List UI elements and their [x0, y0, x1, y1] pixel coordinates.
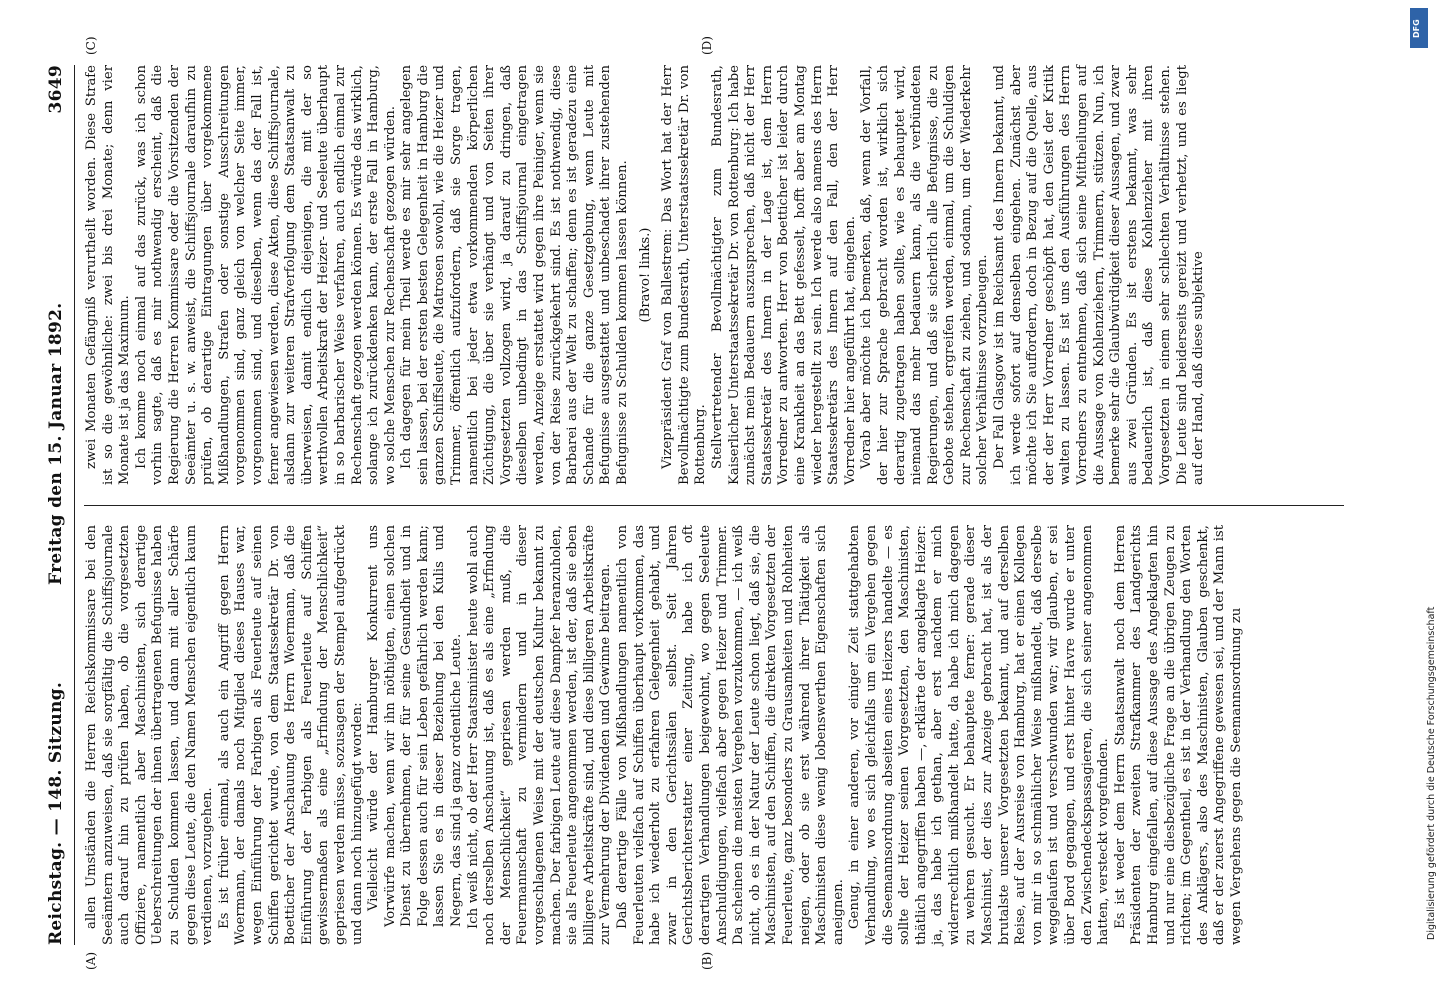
- paragraph: Daß derartige Fälle von Mißhandlungen namentlich von Feuerleuten vielfach auf Schiffen überhaupt vorkommen, das habe ich wiederholt zu erfahren Gelegenheit gehabt, und zwar in den Gerichtssälen selbst. Seit Jahren Gerichtsberichterstatter einer Zeitung, habe ich oft derartigen Verhandlungen beigewohnt, wo gegen Seeleute Anschuldigungen, vielfach aber gegen Heizer und Trimmer. Da scheinen die meisten Vergehen vorzukommen, — ich weiß nicht, ob es in der Natur der Leute schon liegt, daß sie, die Maschinisten, auf den Schiffen, die direkten Vorgesetzten der Feuerleute, ganz besonders zu Grausamkeiten und Rohheiten neigen, oder ob sie erst während ihrer Thätigkeit als Maschinisten diese wenig lobenswerthen Eigenschaften sich aneignen.: [615, 525, 846, 945]
- paragraph: allen Umständen die Herren Reichskommissare bei den Seeämtern anzuweisen, daß sie sorgfältig die Schiffsjournale auch darauf hin zu prüfen haben, ob die vorgesetzten Offiziere, namentlich aber Maschinisten, sich derartige Ueberschreitungen der ihnen übertragenen Befugnisse haben zu Schulden kommen lassen, und dann mit aller Schärfe gegen diese Leute, die den Namen Menschen eigentlich kaum verdienen, vorzugehen.: [84, 525, 216, 945]
- dfg-logo: DFG: [1410, 8, 1428, 48]
- paragraph: Ich dagegen für mein Theil werde es mir sehr angelegen sein lassen, bei der ersten besten Gelegenheit in Hamburg die ganzen Schiffsleute, die Matrosen sowohl, wie die Heizer und Trimmer, öffentlich aufzufordern, daß sie Sorge tragen, namentlich bei jeder etwa vorkommenden körperlichen Züchtigung, die über sie verhängt und von Seiten ihrer Vorgesetzten vollzogen wird, ja darauf zu dringen, daß dieselben unbedingt in das Schiffsjournal eingetragen werden, Anzeige erstattet wird gegen ihre Peiniger, wenn sie von der Reise zurückgekehrt sind. Es ist nothwendig, diese Barbarei aus der Welt zu schaffen; denn es ist geradezu eine Schande für die ganze Gesetzgebung, wenn Leute mit Befugnisse ausgestattet und unbeschadet ihrer zustehenden Befugnisse zu Schulden kommen lassen können.: [399, 65, 630, 485]
- header-date: Freitag den 15. Januar 1892.: [46, 302, 66, 585]
- paragraph: zwei Monaten Gefängniß verurtheilt worden. Diese Strafe ist so die gewöhnliche: zwei bis drei Monate; denn vier Monate ist ja das Maximum.: [84, 65, 133, 485]
- paragraph: Vorab aber möchte ich bemerken, daß, wenn der Vorfall, der hier zur Sprache gebracht worden ist, wirklich sich derartig zugetragen haben sollte, wie es behauptet wird, niemand das mehr bedauern kann, als die verbündeten Regierungen, und daß sie sicherlich alle Befugnisse, die zu Gebote stehen, ergreifen werden, einmal, um die Schuldigen zur Rechenschaft zu ziehen, und sodann, um der Wiederkehr solcher Verhältnisse vorzubeugen.: [859, 65, 991, 485]
- paragraph: Ich komme noch einmal auf das zurück, was ich schon vorhin sagte, daß es mir nothwendig erscheint, daß die Regierung die Herren Kommissare oder die Vorsitzenden der Seeämter u. s. w. anweist, die Schiffsjournale daraufhin zu prüfen, ob derartige Eintragungen über vorgekommene Mißhandlungen, Strafen oder sonstige Ausschreitungen vorgenommen sind, ganz gleich von welcher Seite immer, vorgenommen sind, und dieselben, wenn das der Fall ist, ferner angewiesen werden, diese Akten, diese Schiffsjournale, alsdann zur weiteren Strafverfolgung dem Staatsanwalt zu überweisen, damit endlich diejenigen, die mit der so werthvollen Arbeitskraft der Heizer- und Seeleute überhaupt in so barbarischer Weise verfahren, auch endlich einmal zur Rechenschaft gezogen werden können. Es würde das wirklich, solange ich zurückdenken kann, der erste Fall in Hamburg, wo solche Menschen zur Rechenschaft gezogen würden.: [133, 65, 398, 485]
- margin-marker-c: (C): [84, 36, 98, 55]
- credit-text: Digitalisierung gefördert durch die Deutsche Forschungsgemeinschaft: [1426, 606, 1437, 940]
- paragraph: Der Fall Glasgow ist im Reichsamt des Innern bekannt, und ich werde sofort auf denselben eingehen. Zunächst aber möchte ich Sie auffordern, doch in Bezug auf die Quelle, aus der der Herr Vorredner geschöpft hat, den Geist der Kritik walten zu lassen. Es ist uns den Ausführungen des Herrn Vorredners zu entnehmen, daß sich seine Mittheilungen auf die Aussage von Kohlenziehern, Trimmern, stützen. Nun, ich bemerke sehr die Glaubwürdigkeit dieser Aussagen, und zwar aus zwei Gründen. Es ist erstens bekannt, was sehr bedauerlich ist, daß diese Kohlenzieher mit ihren Vorgesetzten in einem sehr schlechten Verhältnisse stehen. Die Leute sind beiderseits gereizt und verhetzt, und es liegt auf der Hand, daß diese subjektive: [992, 65, 1207, 485]
- applause-note: (Bravo! links.): [637, 227, 653, 323]
- page-header: [40, 65, 74, 945]
- speaker-paragraph: Stellvertretender Bevollmächtigter zum Bundesrath, Kaiserlicher Unterstaatssekretär Dr. von Rottenburg: Ich habe zunächst mein Bedauern auszusprechen, daß nicht der Herr Staatssekretär des Innern in der Lage ist, dem Herrn Vorredner zu antworten. Herr von Boetticher ist leider durch eine Krankheit an das Bett gefesselt, hofft aber am Montag wieder hergestellt zu sein. Ich werde also namens des Herrn Staatssekretärs des Innern auf den Fall, den der Herr Vorredner hier angeführt hat, eingehen.: [709, 65, 858, 485]
- paragraph: Es ist weder dem Herrn Staatsanwalt noch dem Herren Präsidenten der zweiten Strafkammer des Landgerichts Hamburg eingefallen, auf diese Aussage des Angeklagten hin und nur eine diesbezügliche Frage an die übrigen Zeugen zu richten; im Gegentheil, es ist in der Verhandlung den Worten des Anklägers, also des Maschinisten, Glauben geschenkt, daß er der zuerst Angegriffene gewesen sei, und der Mann ist wegen Vergehens gegen die Seemannsordnung zu: [1112, 525, 1244, 945]
- margin-marker-d: (D): [700, 36, 714, 55]
- header-session: Reichstag. — 148. Sitzung.: [46, 681, 66, 945]
- digitization-credit: [1412, 60, 1437, 940]
- speaker-paragraph: Vizepräsident Graf von Ballestrem: Das Wort hat der Herr Bevollmächtigte zum Bundesrath, Unterstaatssekretär Dr. von Rottenburg.: [660, 65, 709, 485]
- margin-marker-b: (B): [700, 951, 714, 970]
- paragraph: Es ist früher einmal, als auch ein Angriff gegen Herrn Woermann, der damals noch Mitglied dieses Hauses war, wegen Einführung der Farbigen als Feuerleute auf seinen Schiffen gerichtet wurde, von dem Staatssekretär Dr. von Boetticher der Anschauung des Herrn Woermann, daß die Einführung der Farbigen als Feuerleute auf Schiffen gewissermaßen als eine „Erfindung der Menschlichkeit“ gepriesen werden müsse, sozusagen der Stempel aufgedrückt und dann noch hinzugefügt worden:: [216, 525, 365, 945]
- column-divider: [84, 505, 1344, 506]
- paragraph: Ich weiß nicht, ob der Herr Staatsminister heute wohl auch noch derselben Anschauung ist, daß es als eine „Erfindung der Menschlichkeit“ gepriesen werden muß, die Feuermannschaft zu vermindern und in dieser vorgeschlagenen Weise mit der deutschen Kultur bekannt zu machen. Der farbigen Leute auf diese Dampfer heranzuholen, sie als Feuerleute angenommen werden, ist der, daß sie eben billigere Arbeitskräfte sind, und diese billigeren Arbeitskräfte zur Vermehrung der Dividenden und Gewinne beitragen.: [465, 525, 614, 945]
- header-rule: [74, 65, 75, 945]
- text-column-left: [84, 525, 1334, 945]
- paragraph: Genug, in einer anderen, vor einiger Zeit stattgehabten Verhandlung, wo es sich gleichfalls um ein Vergehen gegen die Seemannsordnung abseiten eines Heizers handelte — es sollte der Heizer seinen Vorgesetzten, den Maschinisten, thätlich angegriffen haben —, erklärte der angeklagte Heizer: ja, das habe ich gethan, aber erst nachdem er mich widerrechtlich mißhandelt hatte, da habe ich mich dagegen zu wehren gesucht. Er behauptete ferner: gerade dieser Maschinist, der dies zur Anzeige gebracht hat, ist als der brutalste unserer Vorgesetzten bekannt, und auf derselben Reise, auf der Ausreise von Hamburg, hat er einen Kollegen von mir in so schmählicher Weise mißhandelt, daß derselbe weggelaufen ist und verschwunden war; wir glauben, er sei über Bord gegangen, und erst hinter Havre wurde er unter den Zwischendeckspassagieren, die sich seiner angenommen hatten, versteckt vorgefunden.: [847, 525, 1112, 945]
- margin-marker-a: (A): [84, 951, 98, 970]
- quote-paragraph: Vielleicht würde der Hamburger Konkurrent uns Vorwürfe machen, wenn wir ihn nöthigten, einen solchen Dienst zu übernehmen, der für seine Gesundheit und in Folge dessen auch für sein Leben gefährlich werden kann; lassen Sie es in dieser Beziehung bei den Kulis und Negern, das sind ja ganz ordentliche Leute.: [366, 525, 465, 927]
- page-number: 3649: [46, 65, 66, 114]
- text-column-right: [84, 65, 1334, 485]
